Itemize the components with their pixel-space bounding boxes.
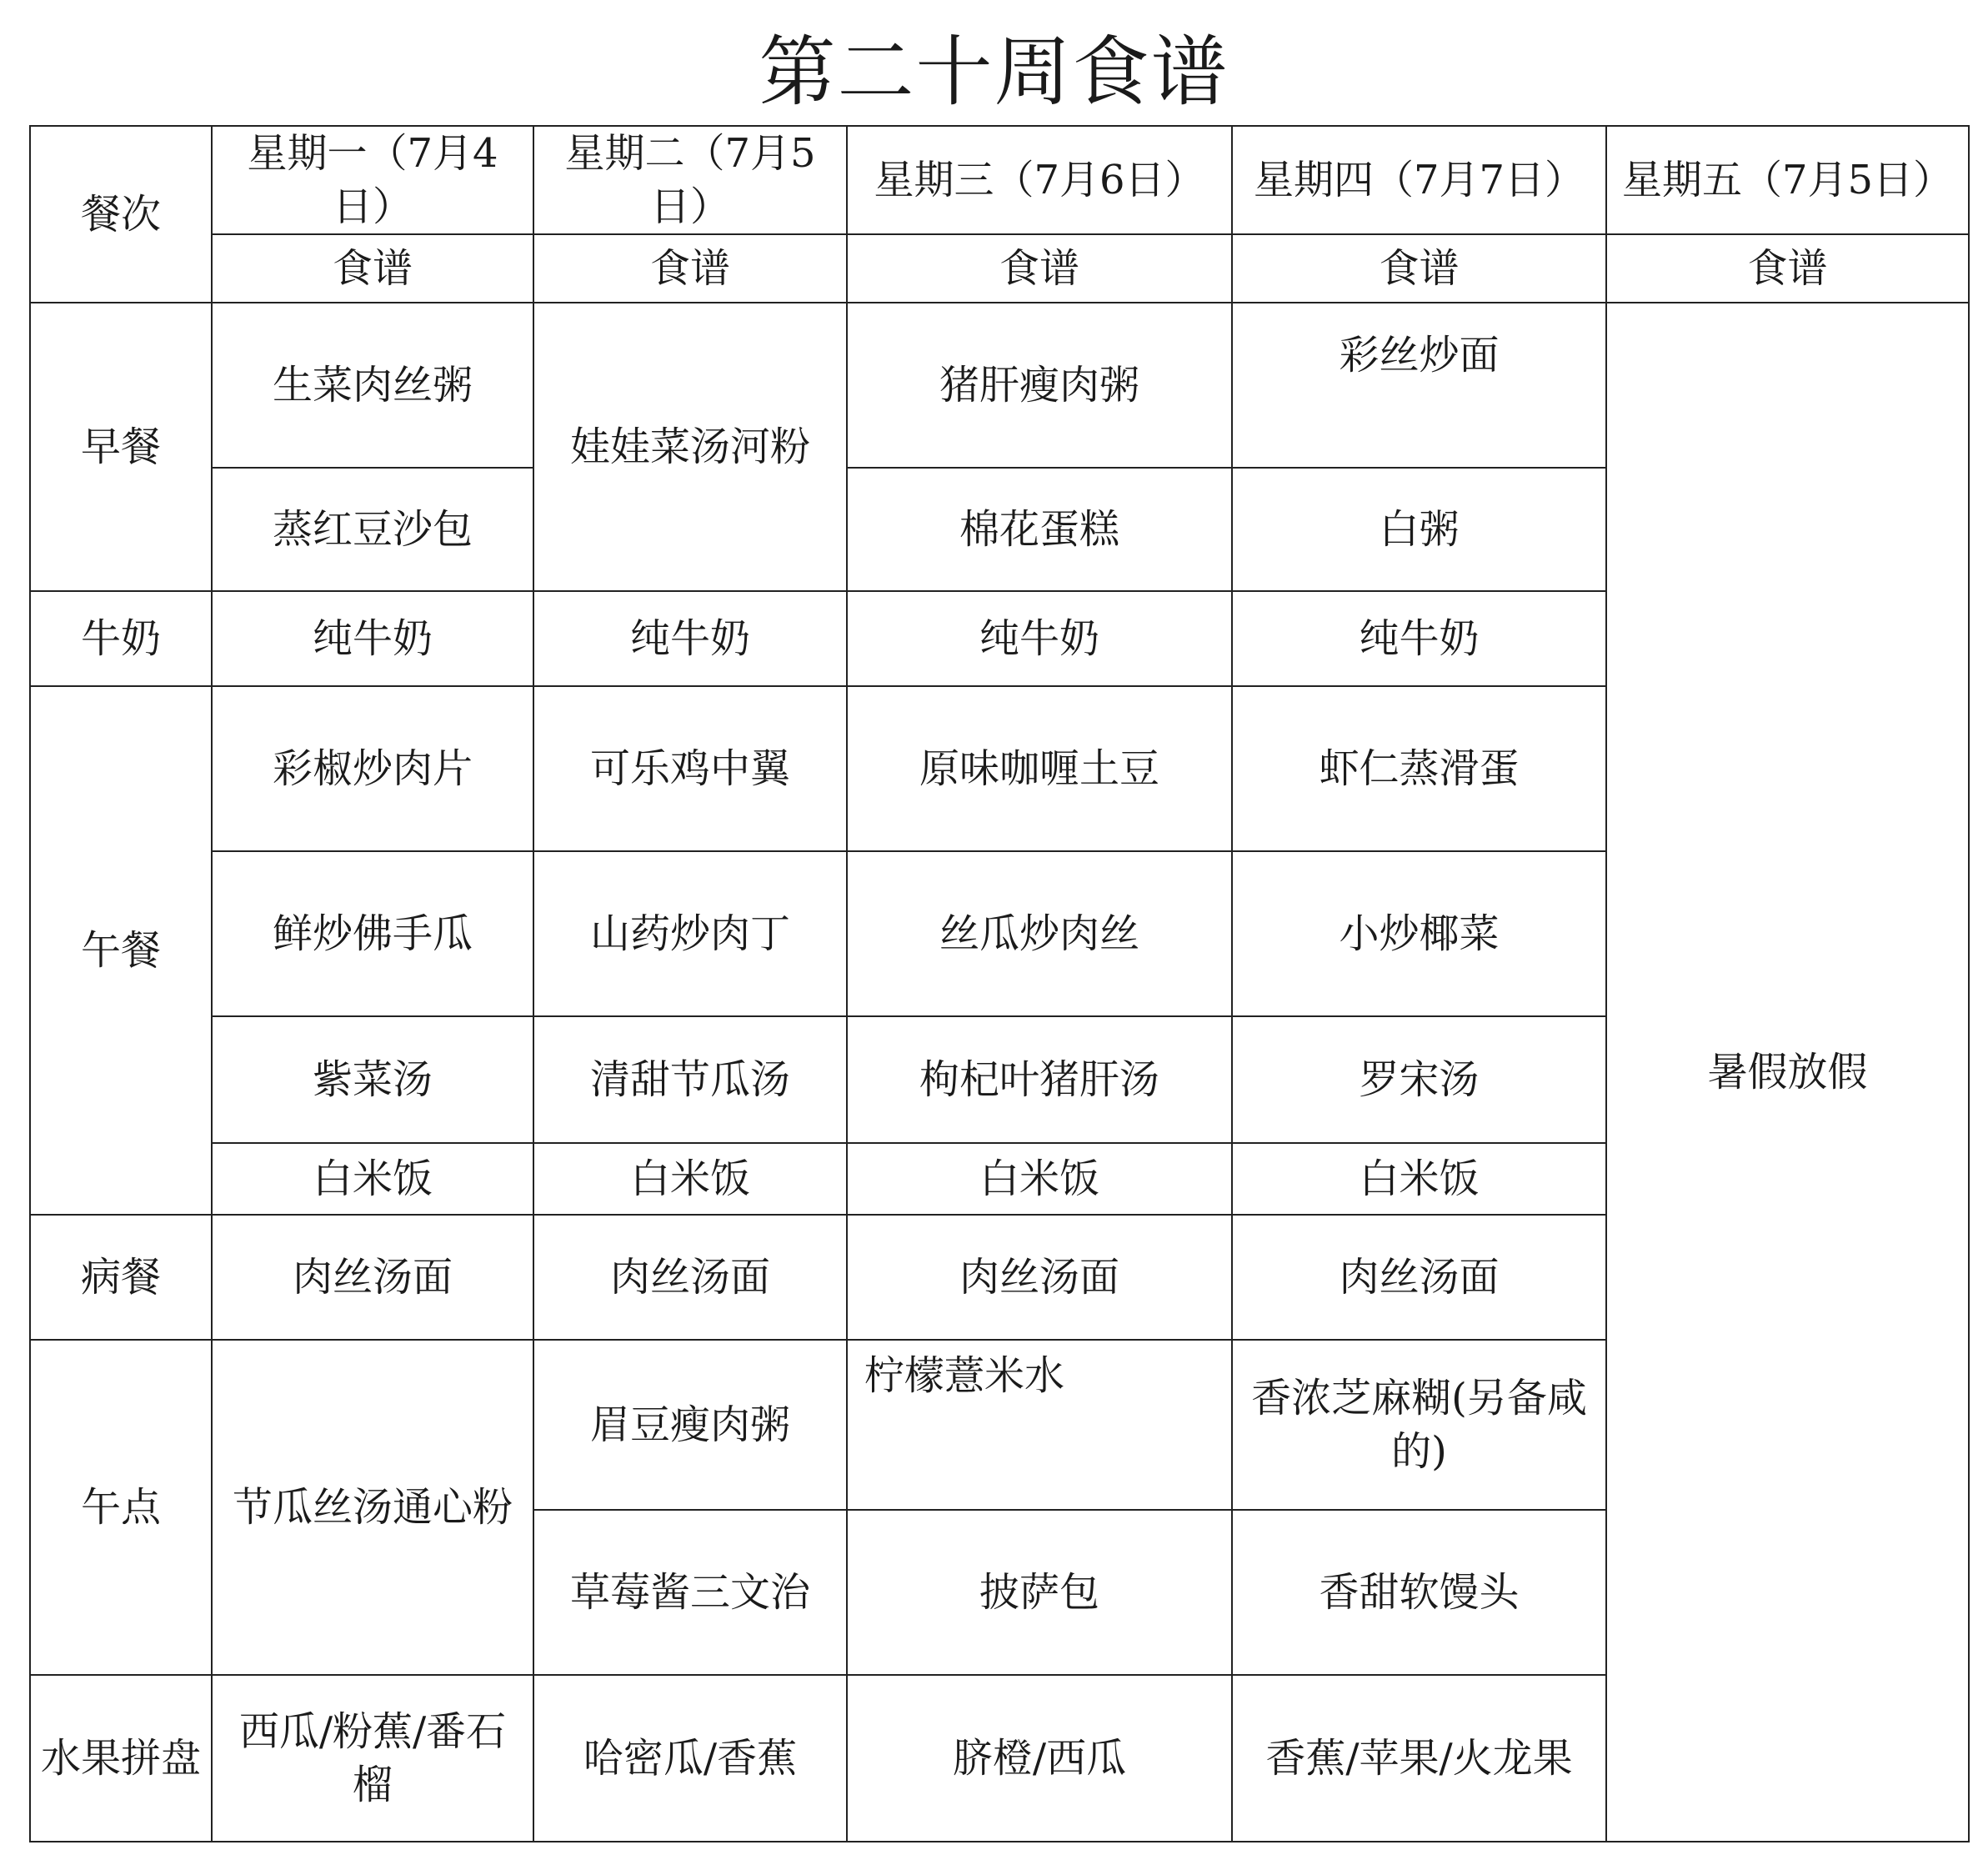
weekly-menu-table — [29, 125, 1970, 1842]
mon-breakfast-2: 蒸红豆沙包 — [212, 468, 533, 591]
tue-sick-meal: 肉丝汤面 — [533, 1215, 847, 1340]
day-header-tue: 星期二（7月5日） — [533, 126, 847, 234]
page-title: 第二十周食谱 — [759, 28, 1229, 117]
thu-fruit: 香蕉/苹果/火龙果 — [1232, 1675, 1606, 1842]
tue-fruit: 哈密瓜/香蕉 — [533, 1675, 847, 1842]
day-header-wed: 星期三（7月6日） — [847, 126, 1232, 234]
wed-lunch-2: 丝瓜炒肉丝 — [847, 851, 1232, 1016]
recipe-label-mon: 食谱 — [212, 234, 533, 303]
mon-lunch-4: 白米饭 — [212, 1143, 533, 1215]
thu-lunch-1: 虾仁蒸滑蛋 — [1232, 686, 1606, 851]
tue-snack-1: 眉豆瘦肉粥 — [533, 1340, 847, 1510]
thu-snack-1: 香浓芝麻糊(另备咸的) — [1232, 1340, 1606, 1510]
thu-lunch-4: 白米饭 — [1232, 1143, 1606, 1215]
tue-snack-2: 草莓酱三文治 — [533, 1510, 847, 1675]
meal-header — [30, 126, 212, 303]
mon-lunch-1: 彩椒炒肉片 — [212, 686, 533, 851]
recipe-label-wed: 食谱 — [847, 234, 1232, 303]
wed-lunch-3: 枸杞叶猪肝汤 — [847, 1016, 1232, 1143]
recipe-label-fri: 食谱 — [1606, 234, 1969, 303]
meal-label-breakfast: 早餐 — [30, 303, 212, 591]
wed-milk: 纯牛奶 — [847, 591, 1232, 686]
meal-label-milk: 牛奶 — [30, 591, 212, 686]
mon-lunch-3: 紫菜汤 — [212, 1016, 533, 1143]
day-header-fri: 星期五（7月5日） — [1606, 126, 1969, 234]
wed-snack-2: 披萨包 — [847, 1510, 1232, 1675]
tue-breakfast: 娃娃菜汤河粉 — [533, 303, 847, 591]
meal-label-snack: 午点 — [30, 1340, 212, 1675]
thu-lunch-2: 小炒椰菜 — [1232, 851, 1606, 1016]
recipe-label-tue: 食谱 — [533, 234, 847, 303]
thu-milk: 纯牛奶 — [1232, 591, 1606, 686]
wed-snack-1: 柠檬薏米水 — [847, 1340, 1232, 1510]
recipe-label-thu: 食谱 — [1232, 234, 1606, 303]
wed-lunch-1: 原味咖喱土豆 — [847, 686, 1232, 851]
wed-lunch-4: 白米饭 — [847, 1143, 1232, 1215]
thu-breakfast-1: 彩丝炒面 — [1232, 303, 1606, 468]
meal-label-sick: 病餐 — [30, 1215, 212, 1340]
tue-lunch-1: 可乐鸡中翼 — [533, 686, 847, 851]
tue-lunch-2: 山药炒肉丁 — [533, 851, 847, 1016]
tue-milk: 纯牛奶 — [533, 591, 847, 686]
mon-milk: 纯牛奶 — [212, 591, 533, 686]
tue-lunch-3: 清甜节瓜汤 — [533, 1016, 847, 1143]
mon-breakfast-1: 生菜肉丝粥 — [212, 303, 533, 468]
thu-breakfast-2: 白粥 — [1232, 468, 1606, 591]
meal-label-fruit: 水果拼盘 — [30, 1675, 212, 1842]
mon-snack: 节瓜丝汤通心粉 — [212, 1340, 533, 1675]
meal-header-label: 餐次 — [80, 191, 161, 238]
day-header-thu: 星期四（7月7日） — [1232, 126, 1606, 234]
day-header-mon: 星期一（7月4日） — [212, 126, 533, 234]
meal-label-lunch: 午餐 — [30, 686, 212, 1215]
thu-lunch-3: 罗宋汤 — [1232, 1016, 1606, 1143]
mon-fruit: 西瓜/粉蕉/番石榴 — [212, 1675, 533, 1842]
wed-breakfast-2: 棉花蛋糕 — [847, 468, 1232, 591]
friday-note: 暑假放假 — [1606, 303, 1969, 1842]
wed-sick-meal: 肉丝汤面 — [847, 1215, 1232, 1340]
thu-snack-2: 香甜软馒头 — [1232, 1510, 1606, 1675]
wed-fruit: 脐橙/西瓜 — [847, 1675, 1232, 1842]
thu-sick-meal: 肉丝汤面 — [1232, 1215, 1606, 1340]
mon-lunch-2: 鲜炒佛手瓜 — [212, 851, 533, 1016]
tue-lunch-4: 白米饭 — [533, 1143, 847, 1215]
mon-sick-meal: 肉丝汤面 — [212, 1215, 533, 1340]
wed-breakfast-1: 猪肝瘦肉粥 — [847, 303, 1232, 468]
